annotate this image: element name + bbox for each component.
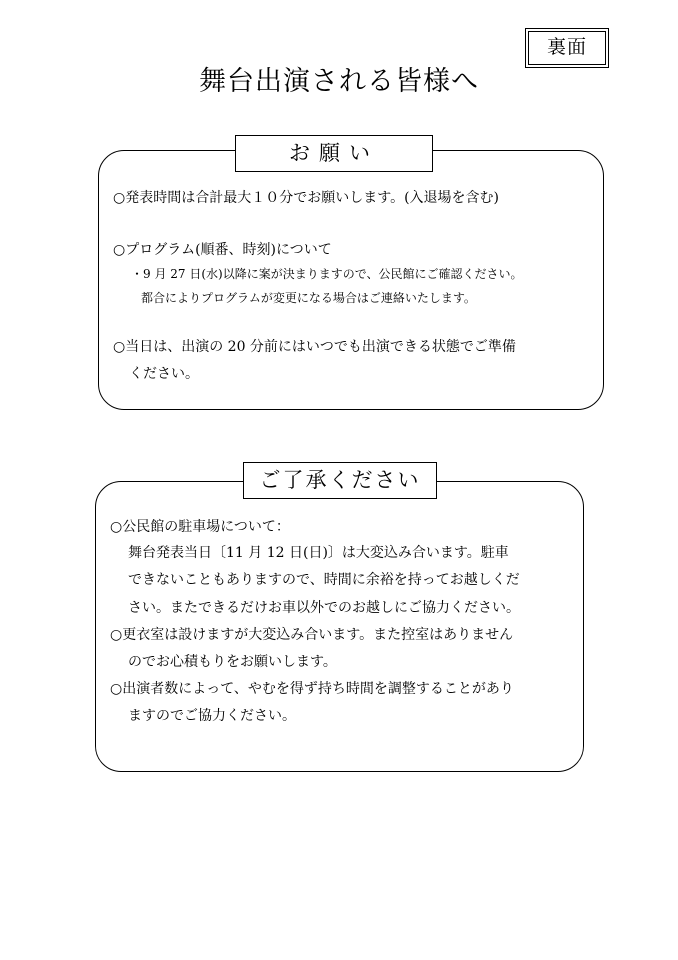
notice-parking-line-3: さい。またできるだけお車以外でのお越しにご協力ください。: [128, 600, 520, 616]
notice-parking-line-1: 舞台発表当日〔11 月 12 日(日)〕は大変込み合います。駐車: [128, 545, 509, 561]
request-box-label: お願い: [235, 135, 433, 172]
notice-time-adjust-line-1: ○出演者数によって、やむを得ず持ち時間を調整することがあり: [110, 681, 514, 697]
page-side-tag: 裏面: [528, 31, 606, 65]
notice-parking-line-2: できないこともありますので、時間に余裕を持ってお越しくだ: [128, 572, 520, 588]
notice-dressing-room-line-1: ○更衣室は設けますが大変込み合います。また控室はありません: [110, 627, 514, 643]
notice-parking-heading: ○公民館の駐車場について：: [110, 519, 290, 535]
request-program-detail-line-1: ・9 月 27 日(水)以降に案が決まりますので、公民館にご確認ください。: [131, 267, 523, 281]
page-title: 舞台出演される皆様へ: [199, 66, 479, 97]
request-program-line: ○プログラム(順番、時刻)について: [113, 242, 332, 258]
request-ready-line-2: ください。: [129, 366, 199, 382]
request-program-detail-line-2: 都合によりプログラムが変更になる場合はご連絡いたします。: [141, 291, 476, 305]
notice-time-adjust-line-2: ますのでご協力ください。: [128, 708, 296, 724]
notice-dressing-room-line-2: のでお心積もりをお願いします。: [128, 654, 337, 670]
request-duration-line: ○発表時間は合計最大１０分でお願いします。(入退場を含む): [113, 190, 500, 206]
request-ready-line-1: ○当日は、出演の 20 分前にはいつでも出演できる状態でご準備: [113, 339, 516, 355]
notice-box-label: ご了承ください: [243, 462, 437, 499]
